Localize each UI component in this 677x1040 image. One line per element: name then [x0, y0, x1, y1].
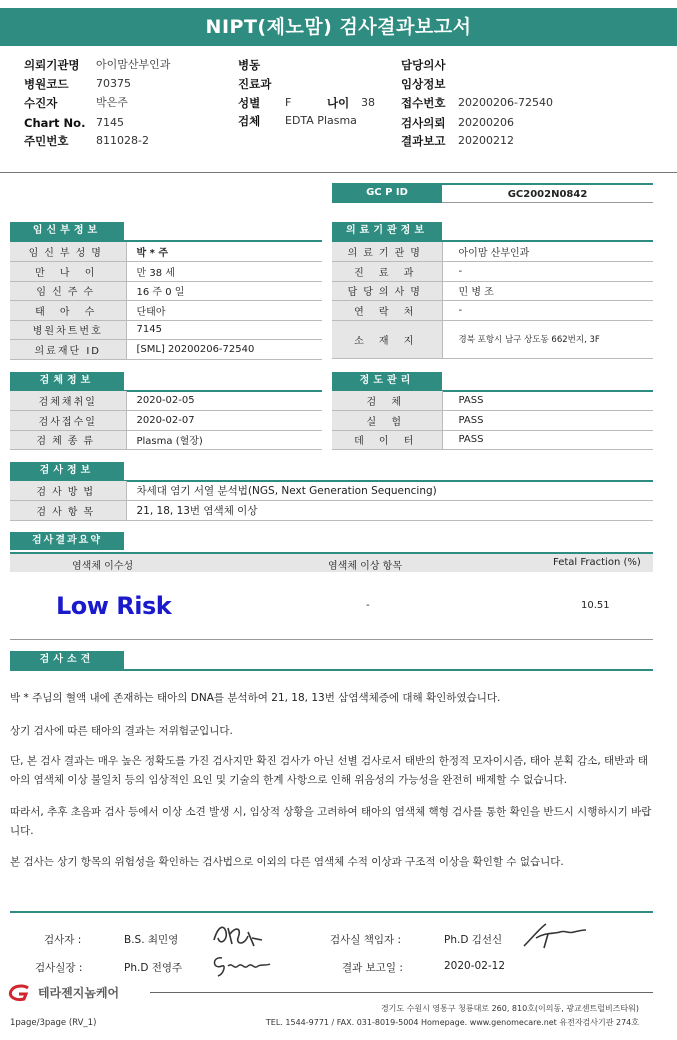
header-value: 아이맘산부인과 — [96, 58, 171, 71]
row-label: 검사항목 — [10, 501, 126, 521]
table-row — [332, 242, 653, 262]
result-abnormal-item: - — [366, 600, 370, 611]
row-label: 임신부성명 — [10, 242, 126, 262]
lab-chief-label: 검사실장 : — [35, 962, 83, 974]
hospital-section-title: 의료기관정보 — [332, 222, 442, 240]
header-value: 박은주 — [96, 96, 128, 109]
row-label: 실 험 — [332, 411, 442, 431]
row-value: 만 38 세 — [126, 262, 322, 282]
summary-table-header — [10, 552, 653, 572]
section-rule — [10, 669, 653, 671]
header-value: F — [285, 96, 292, 109]
row-value: 단태아 — [126, 301, 322, 321]
tester-label: 검사자 : — [44, 934, 82, 946]
header-value: 7145 — [96, 116, 124, 129]
table-row — [332, 320, 653, 358]
finding-paragraph: 박 * 주님의 혈액 내에 존재하는 태아의 DNA를 분석하여 21, 18, 13번 삼염색체증에 대해 확인하였습니다. — [10, 692, 501, 704]
row-label: 검사접수일 — [10, 411, 126, 431]
header-label: 진료과 — [238, 77, 272, 91]
row-value: [SML] 20200206-72540 — [126, 340, 322, 360]
finding-paragraph: 본 검사는 상기 항목의 위험성을 확인하는 검사법으로 이외의 다른 염색체 수적 이상과 구조적 이상을 확인할 수 없습니다. — [10, 856, 564, 868]
header-label: 나이 — [327, 96, 350, 110]
report-date-value: 2020-02-12 — [444, 960, 506, 972]
lab-chief-signature-icon — [208, 948, 274, 980]
row-label: 담당의사명 — [332, 281, 442, 301]
result-fetal-fraction: 10.51 — [581, 600, 610, 611]
report-title: NIPT(제노맘) 검사결과보고서 — [0, 8, 677, 46]
header-label: 주민번호 — [24, 134, 69, 148]
row-value: PASS — [442, 411, 653, 431]
row-label: 검 체 — [332, 391, 442, 411]
row-value: 2020-02-07 — [126, 411, 322, 431]
row-value: 2020-02-05 — [126, 391, 322, 411]
table-row — [10, 411, 322, 431]
specimen-info-table — [10, 391, 322, 450]
row-value: 박 * 주 — [126, 242, 322, 262]
company-address: 경기도 수원시 영통구 청룡대로 260, 810호(이의동, 광교센트럴비즈타워) — [380, 1004, 639, 1013]
row-value: 7145 — [126, 320, 322, 340]
row-label: 병원차트번호 — [10, 320, 126, 340]
table-row — [10, 501, 653, 521]
row-label: 태 아 수 — [10, 301, 126, 321]
row-label: 데 이 터 — [332, 430, 442, 450]
summary-col-aneuploidy: 염색체 이수성 — [72, 561, 134, 572]
page-number: 1page/3page (RV_1) — [10, 1018, 97, 1028]
finding-paragraph: 상기 검사에 따른 태아의 결과는 저위험군입니다. — [10, 725, 233, 737]
table-row — [10, 320, 322, 340]
row-value: - — [442, 301, 653, 321]
table-row — [332, 411, 653, 431]
row-value: 경북 포항시 남구 상도동 662번지, 3F — [442, 320, 653, 358]
header-label: 성별 — [238, 96, 261, 110]
patient-info-table — [10, 242, 322, 360]
row-value: 16 주 0 일 — [126, 281, 322, 301]
row-value: 21, 18, 13번 염색체 이상 — [126, 501, 653, 521]
report-date-label: 결과 보고일 : — [342, 962, 403, 974]
header-value: EDTA Plasma — [285, 114, 357, 127]
header-label: 병동 — [238, 58, 261, 72]
header-label: 병원코드 — [24, 77, 69, 91]
table-row — [10, 430, 322, 450]
header-value: 811028-2 — [96, 134, 149, 147]
table-row — [10, 391, 322, 411]
qc-section-title: 정도관리 — [332, 372, 442, 390]
company-name: 테라젠지놈케어 — [38, 986, 120, 1000]
gcp-id-row — [332, 183, 653, 203]
table-row — [10, 281, 322, 301]
lab-manager-label: 검사실 책임자 : — [330, 934, 402, 946]
table-row — [332, 281, 653, 301]
table-row — [10, 301, 322, 321]
header-value: 20200206-72540 — [458, 96, 553, 109]
row-value: 차세대 염기 서열 분석법(NGS, Next Generation Sequencing) — [126, 481, 653, 501]
table-row — [332, 262, 653, 282]
row-value: Plasma (혈장) — [126, 430, 322, 450]
result-risk: Low Risk — [56, 592, 172, 620]
header-label: 수진자 — [24, 96, 58, 110]
specimen-section-title: 검체정보 — [10, 372, 124, 390]
report-header — [0, 54, 677, 154]
row-label: 소 재 지 — [332, 320, 442, 358]
company-logo-icon — [6, 984, 36, 1002]
header-label: Chart No. — [24, 116, 86, 130]
gcp-id-label: GC P ID — [332, 183, 442, 203]
lab-manager-name: Ph.D 김선신 — [444, 934, 503, 946]
header-value: 38 — [361, 96, 375, 109]
header-label: 임상정보 — [401, 77, 446, 91]
row-label: 의료기관명 — [332, 242, 442, 262]
footer-divider — [150, 992, 653, 993]
row-value: 민 병 조 — [442, 281, 653, 301]
row-value: PASS — [442, 391, 653, 411]
row-label: 연 락 처 — [332, 301, 442, 321]
summary-section-title: 검사결과요약 — [10, 532, 124, 550]
table-row — [10, 481, 653, 501]
table-row — [332, 301, 653, 321]
header-value: 70375 — [96, 77, 131, 90]
table-row — [10, 262, 322, 282]
header-value: 20200212 — [458, 134, 514, 147]
test-info-table — [10, 481, 653, 521]
header-divider — [0, 172, 677, 173]
row-label: 만 나 이 — [10, 262, 126, 282]
header-label: 검사의뢰 — [401, 116, 446, 130]
summary-col-fetal-fraction: Fetal Fraction (%) — [553, 557, 641, 568]
row-label: 검사방법 — [10, 481, 126, 501]
company-contact: TEL. 1544-9771 / FAX. 031-8019-5004 Homepage. www.genomecare.net 유전자검사기관 274호 — [265, 1018, 639, 1027]
row-label: 검체채취일 — [10, 391, 126, 411]
row-label: 의료재단 ID — [10, 340, 126, 360]
summary-col-abnormal: 염색체 이상 항목 — [328, 561, 402, 572]
gcp-id-value: GC2002N0842 — [442, 183, 653, 203]
row-label: 진 료 과 — [332, 262, 442, 282]
header-label: 검체 — [238, 114, 261, 128]
table-row — [10, 242, 322, 262]
hospital-info-table — [332, 242, 653, 359]
table-row — [332, 430, 653, 450]
row-value: PASS — [442, 430, 653, 450]
row-value: 아이맘 산부인과 — [442, 242, 653, 262]
table-row — [332, 391, 653, 411]
table-row — [10, 340, 322, 360]
patient-section-title: 임신부정보 — [10, 222, 124, 240]
row-label: 임신주수 — [10, 281, 126, 301]
tester-name: B.S. 최민영 — [124, 934, 179, 946]
findings-section-title: 검사소견 — [10, 651, 124, 669]
finding-paragraph: 따라서, 추후 초음파 검사 등에서 이상 소견 발생 시, 임상적 상황을 고려하여 태아의 염색체 핵형 검사를 통한 확인을 반드시 시행하시기 바랍니다. — [10, 806, 652, 837]
finding-paragraph: 단, 본 검사 결과는 매우 높은 정확도를 가진 검사지만 확진 검사가 아닌 선별 검사로서 태반의 한정적 모자이시즘, 태아 분획 감소, 태반과 태아의 염색체 이상 불일치 등의 임상적인 요인 및 기술의 한계 사항으로 인해 위음성의 가능성을 완전히 배제할 수 없습니다. — [10, 755, 648, 786]
header-label: 결과보고 — [401, 134, 446, 148]
signature-divider — [10, 911, 653, 913]
test-section-title: 검사정보 — [10, 462, 124, 480]
header-label: 접수번호 — [401, 96, 446, 110]
lab-manager-signature-icon — [518, 918, 590, 952]
header-label: 담당의사 — [401, 58, 446, 72]
lab-chief-name: Ph.D 전영주 — [124, 962, 183, 974]
qc-info-table — [332, 391, 653, 450]
tester-signature-icon — [208, 918, 270, 952]
row-label: 검체종류 — [10, 430, 126, 450]
header-value: 20200206 — [458, 116, 514, 129]
summary-table-body — [10, 572, 653, 640]
row-value: - — [442, 262, 653, 282]
header-label: 의뢰기관명 — [24, 58, 80, 72]
